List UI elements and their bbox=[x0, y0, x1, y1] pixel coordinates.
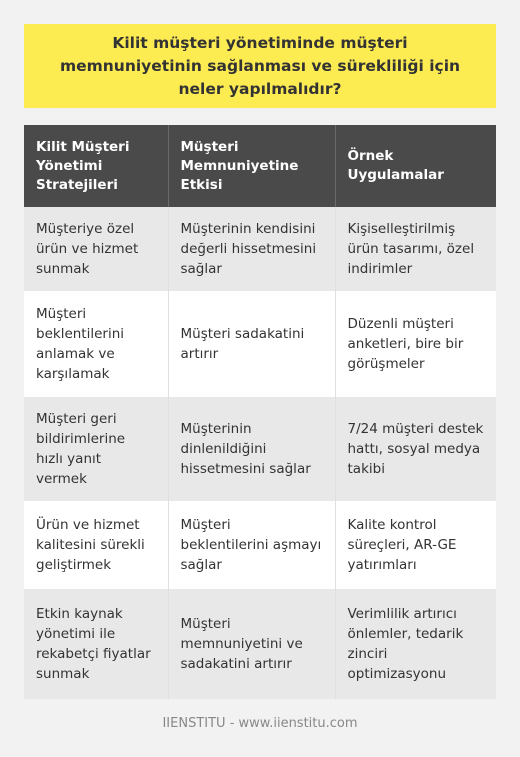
strategy-table bbox=[24, 125, 496, 699]
column-header-examples: Örnek Uygulamalar bbox=[335, 125, 496, 207]
table-row bbox=[24, 589, 496, 699]
title-banner bbox=[24, 24, 496, 108]
table-cell: Müşteri beklentilerini aşmayı sağlar bbox=[168, 501, 335, 589]
table-cell: Kişiselleştirilmiş ürün tasarımı, özel indirimler bbox=[335, 207, 496, 291]
table-cell: Müşteri geri bildirimlerine hızlı yanıt vermek bbox=[24, 397, 168, 501]
table-header-row bbox=[24, 125, 496, 207]
table-cell: Müşteri memnuniyetini ve sadakatini artırır bbox=[168, 589, 335, 699]
table-cell: Etkin kaynak yönetimi ile rekabetçi fiyatlar sunmak bbox=[24, 589, 168, 699]
table-cell: 7/24 müşteri destek hattı, sosyal medya takibi bbox=[335, 397, 496, 501]
column-header-strategies: Kilit Müşteri Yönetimi Stratejileri bbox=[24, 125, 168, 207]
table-cell: Verimlilik artırıcı önlemler, tedarik zinciri optimizasyonu bbox=[335, 589, 496, 699]
table-cell: Ürün ve hizmet kalitesini sürekli geliştirmek bbox=[24, 501, 168, 589]
table-row bbox=[24, 397, 496, 501]
table-row bbox=[24, 291, 496, 397]
table-row bbox=[24, 501, 496, 589]
column-header-effect: Müşteri Memnuniyetine Etkisi bbox=[168, 125, 335, 207]
table-cell: Müşterinin kendisini değerli hissetmesini sağlar bbox=[168, 207, 335, 291]
table-cell: Kalite kontrol süreçleri, AR-GE yatırımları bbox=[335, 501, 496, 589]
page-title: Kilit müşteri yönetiminde müşteri memnuniyetinin sağlanması ve sürekliliği için neler yapılmalıdır? bbox=[59, 33, 461, 98]
table-cell: Müşterinin dinlenildiğini hissetmesini sağlar bbox=[168, 397, 335, 501]
table-cell: Düzenli müşteri anketleri, bire bir görüşmeler bbox=[335, 291, 496, 397]
footer-credit: IIENSTITU - www.iienstitu.com bbox=[162, 716, 358, 731]
table-row bbox=[24, 207, 496, 291]
table-cell: Müşteri beklentilerini anlamak ve karşılamak bbox=[24, 291, 168, 397]
table-cell: Müşteri sadakatini artırır bbox=[168, 291, 335, 397]
table-cell: Müşteriye özel ürün ve hizmet sunmak bbox=[24, 207, 168, 291]
